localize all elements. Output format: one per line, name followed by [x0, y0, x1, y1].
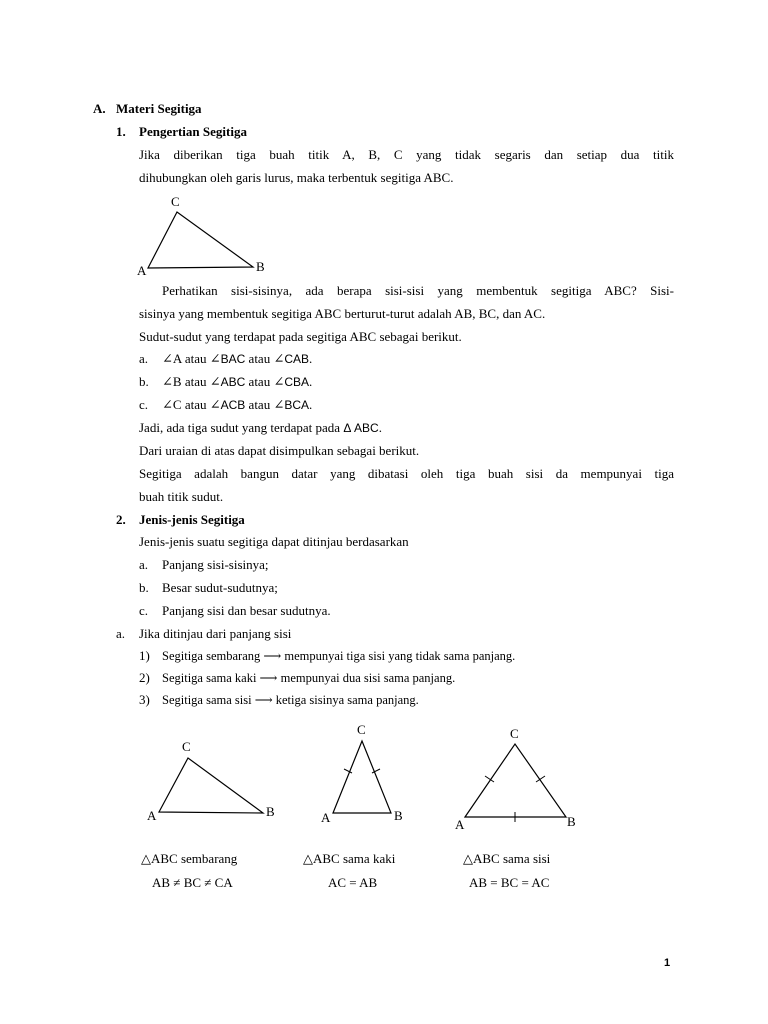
criteria-marker: c. [139, 603, 149, 618]
angle-text: ∠C atau ∠ [162, 397, 221, 412]
relation-isosceles: AC = AB [328, 875, 378, 890]
sides-line-1: Perhatikan sisi-sisinya, ada berapa sisi-sisi yang membentuk segitiga ABC? Sisi- [162, 283, 674, 298]
definition-line-1: Segitiga adalah bangun datar yang dibatasi oleh tiga buah sisi da mempunyai tiga [139, 466, 674, 481]
vertex-label-c: C [510, 726, 519, 741]
angle-text: atau ∠ [245, 351, 285, 366]
angle-text: atau ∠ [245, 374, 285, 389]
angle-name: BAC [220, 352, 246, 366]
criteria-item: Panjang sisi dan besar sudutnya. [162, 603, 331, 618]
relation-equilateral: AB = BC = AC [469, 875, 550, 890]
intro-line-1: Jika diberikan tiga buah titik A, B, C yang tidak segaris dan setiap dua titik [139, 147, 674, 162]
angle-text: atau ∠ [245, 397, 285, 412]
angle-text: ∠B atau ∠ [162, 374, 221, 389]
angle-text: . [309, 351, 313, 366]
criteria-marker: b. [139, 580, 149, 595]
triangle-symbol: Δ ABC [343, 421, 379, 435]
side-type-marker: 1) [139, 648, 150, 663]
side-type-item: Segitiga sembarang ⟶ mempunyai tiga sisi yang tidak sama panjang. [162, 649, 516, 663]
vertex-label-b: B [567, 814, 576, 829]
vertex-label-a: A [455, 817, 465, 832]
angle-item-marker: c. [139, 397, 149, 412]
subsection-1-title: Pengertian Segitiga [139, 124, 247, 139]
side-type-marker: 3) [139, 692, 150, 707]
angle-name: BCA [284, 398, 310, 412]
criteria-item: Besar sudut-sudutnya; [162, 580, 278, 595]
intro-line-2: dihubungkan oleh garis lurus, maka terbentuk segitiga ABC. [139, 170, 454, 185]
vertex-label-b: B [394, 808, 403, 823]
angle-item-marker: b. [139, 374, 149, 389]
equilateral-triangle [455, 726, 576, 832]
vertex-label-b: B [266, 804, 275, 819]
subsection-1-marker: 1. [116, 124, 126, 139]
conclusion-intro: Dari uraian di atas dapat disimpulkan sebagai berikut. [139, 443, 420, 458]
angles-intro: Sudut-sudut yang terdapat pada segitiga ABC sebagai berikut. [139, 329, 462, 344]
angle-text: . [309, 397, 313, 412]
relation-scalene: AB ≠ BC ≠ CA [152, 875, 233, 890]
three-angles-text: Jadi, ada tiga sudut yang terdapat pada [139, 420, 344, 435]
angle-item-marker: a. [139, 351, 149, 366]
side-type-item: Segitiga sama kaki ⟶ mempunyai dua sisi sama panjang. [162, 671, 456, 685]
side-type-marker: 2) [139, 670, 150, 685]
caption-equilateral: △ABC sama sisi [463, 851, 551, 866]
vertex-label-c: C [171, 194, 180, 209]
vertex-label-c: C [182, 739, 191, 754]
vertex-label-a: A [321, 810, 331, 825]
subsection-2-marker: 2. [116, 512, 126, 527]
isosceles-triangle [321, 722, 403, 825]
vertex-label-a: A [147, 808, 157, 823]
section-title: Materi Segitiga [116, 101, 202, 116]
criteria-item: Panjang sisi-sisinya; [162, 557, 269, 572]
angle-name: CBA [284, 375, 310, 389]
by-sides-marker: a. [116, 626, 126, 641]
angle-text: . [309, 374, 313, 389]
subsection-2-title: Jenis-jenis Segitiga [139, 512, 245, 527]
angle-text: ∠A atau ∠ [162, 351, 221, 366]
side-type-item: Segitiga sama sisi ⟶ ketiga sisinya sama panjang. [162, 693, 419, 707]
caption-scalene: △ABC sembarang [141, 851, 238, 866]
angle-name: ABC [220, 375, 246, 389]
scalene-triangle [147, 739, 275, 823]
page-number: 1 [664, 957, 671, 969]
caption-isosceles: △ABC sama kaki [303, 851, 396, 866]
criteria-marker: a. [139, 557, 149, 572]
vertex-label-a: A [137, 263, 147, 278]
by-sides-heading: Jika ditinjau dari panjang sisi [139, 626, 292, 641]
three-angles-end: . [378, 420, 382, 435]
vertex-label-c: C [357, 722, 366, 737]
sides-line-2: sisinya yang membentuk segitiga ABC berturut-turut adalah AB, BC, dan AC. [139, 306, 546, 321]
definition-line-2: buah titik sudut. [139, 489, 224, 504]
section-marker: A. [93, 101, 106, 116]
vertex-label-b: B [256, 259, 265, 274]
angle-name: ACB [220, 398, 246, 412]
angle-name: CAB [284, 352, 310, 366]
types-intro: Jenis-jenis suatu segitiga dapat ditinjau berdasarkan [139, 534, 409, 549]
